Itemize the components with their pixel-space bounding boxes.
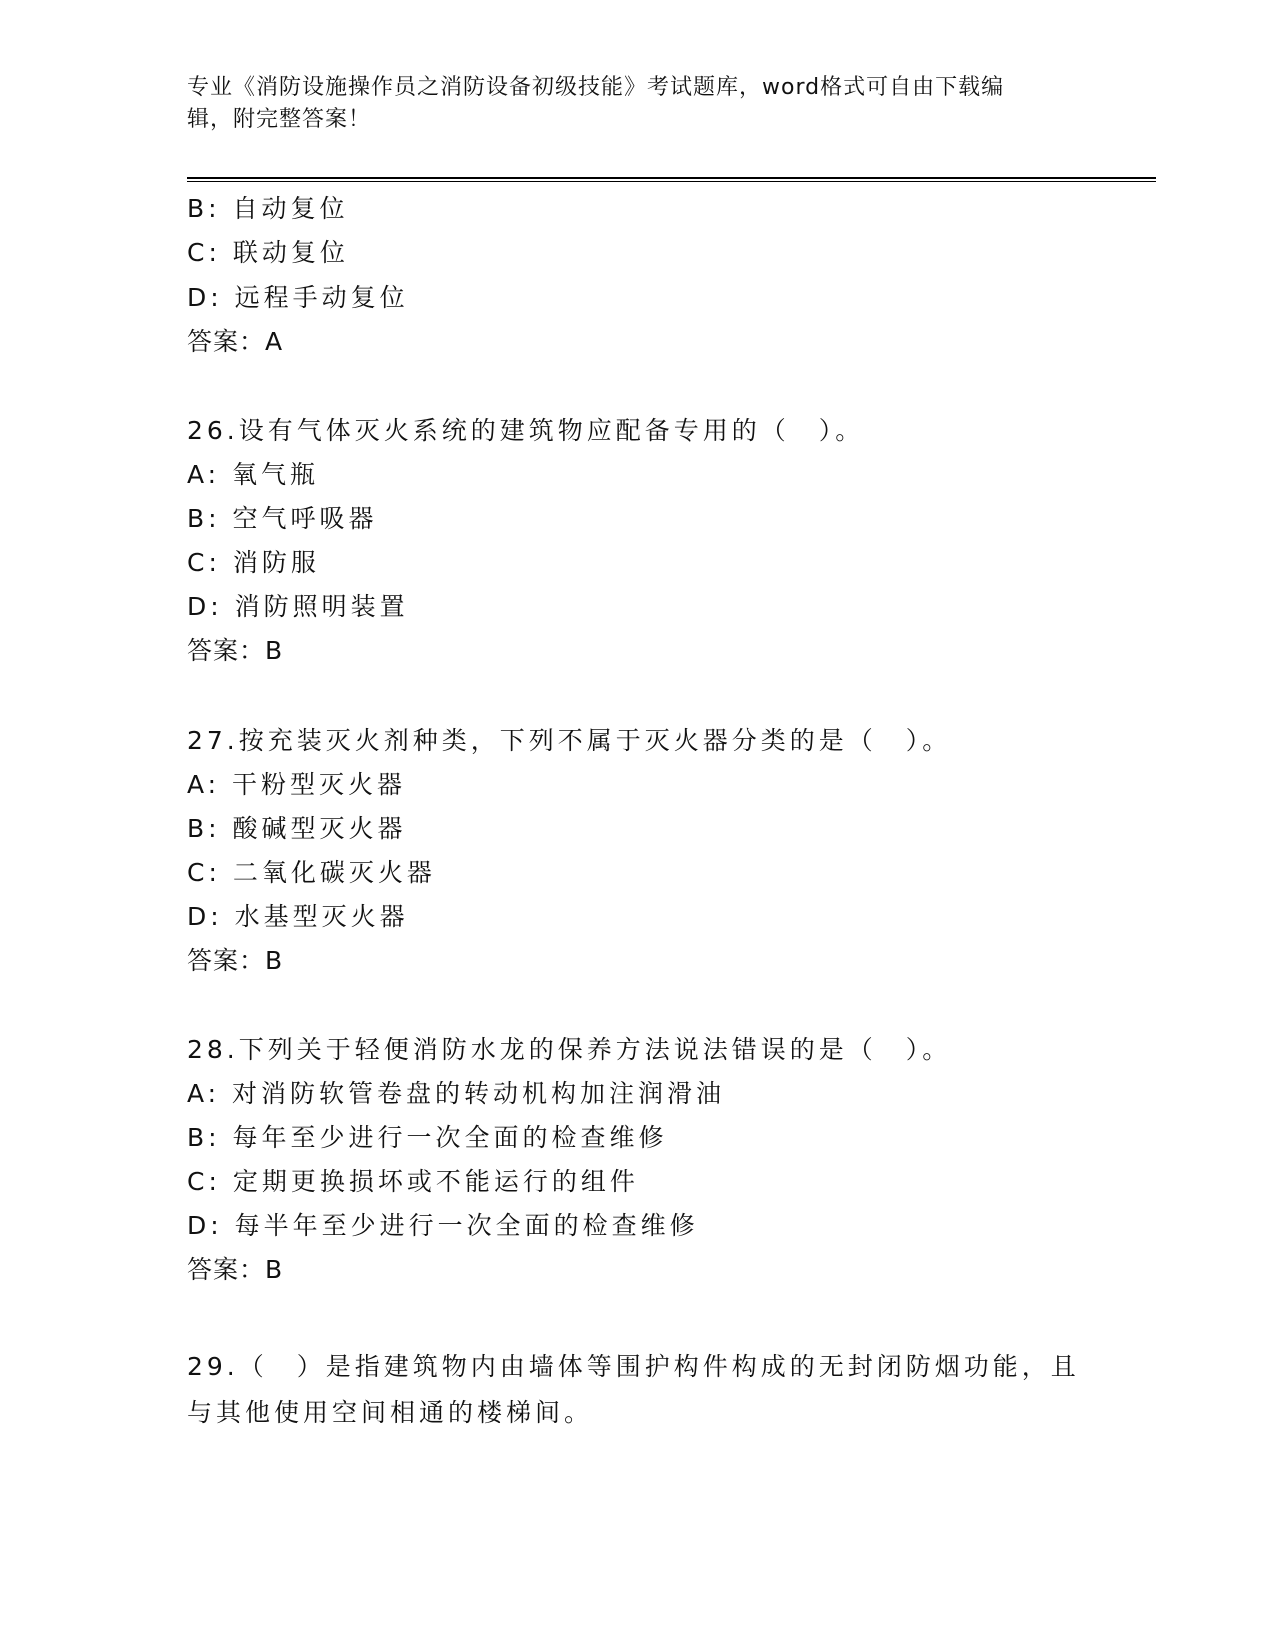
q26-question: 26.设有气体灭火系统的建筑物应配备专用的（ ）。 [187, 416, 865, 445]
q25-option-c: C: 联动复位 [187, 238, 349, 267]
q26-option-d: D: 消防照明装置 [187, 592, 409, 621]
q26-option-a: A: 氧气瓶 [187, 460, 320, 489]
q27-option-c: C: 二氧化碳灭火器 [187, 858, 436, 887]
q25-option-d: D: 远程手动复位 [187, 283, 409, 312]
q28-option-b: B: 每年至少进行一次全面的检查维修 [187, 1123, 668, 1152]
q27-option-a: A: 干粉型灭火器 [187, 770, 407, 799]
q28-option-a: A: 对消防软管卷盘的转动机构加注润滑油 [187, 1079, 726, 1108]
header-line-2: 辑，附完整答案！ [187, 107, 372, 132]
q28-option-c: C: 定期更换损坏或不能运行的组件 [187, 1167, 639, 1196]
q25-answer: 答案：A [187, 327, 284, 356]
header-line-1: 专业《消防设施操作员之消防设备初级技能》考试题库，word格式可自由下载编 [187, 75, 1005, 100]
page-header [187, 72, 1087, 136]
q28-option-d: D: 每半年至少进行一次全面的检查维修 [187, 1211, 699, 1240]
q28-question: 28.下列关于轻便消防水龙的保养方法说法错误的是（ ）。 [187, 1035, 952, 1064]
q26-option-b: B: 空气呼吸器 [187, 504, 378, 533]
q27-option-b: B: 酸碱型灭火器 [187, 814, 407, 843]
q28-answer: 答案：B [187, 1255, 284, 1284]
q26-option-c: C: 消防服 [187, 548, 320, 577]
q26-answer: 答案：B [187, 636, 284, 665]
q25-option-b: B: 自动复位 [187, 194, 349, 223]
q29-question: 29.（ ）是指建筑物内由墙体等围护构件构成的无封闭防烟功能，且与其他使用空间相通的楼梯间。 [187, 1352, 1080, 1427]
header-divider [187, 177, 1156, 182]
q27-answer: 答案：B [187, 946, 284, 975]
q27-question: 27.按充装灭火剂种类，下列不属于灭火器分类的是（ ）。 [187, 726, 952, 755]
q27-option-d: D: 水基型灭火器 [187, 902, 409, 931]
